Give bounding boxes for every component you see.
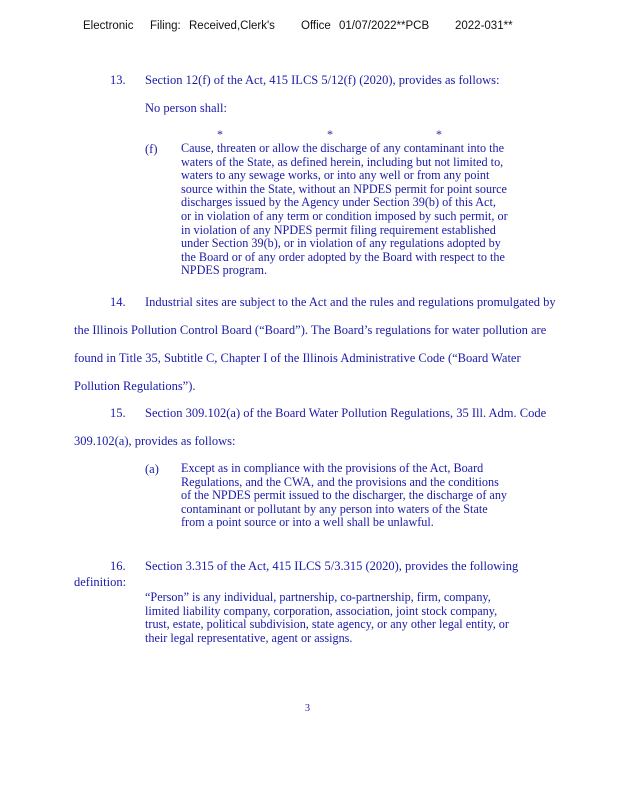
subsection-a-line: Regulations, and the CWA, and the provisions and the conditions — [181, 474, 499, 489]
subsection-a-line: of the NPDES permit issued to the discharger, the discharge of any — [181, 488, 508, 503]
para-13-number: 13. — [110, 73, 126, 87]
subsection-f-text — [181, 142, 508, 278]
subsection-f-line: source within the State, without an NPDES permit for point source — [181, 181, 507, 196]
header-case-number: 2022-031** — [455, 20, 513, 32]
header-date: 01/07/2022**PCB — [339, 20, 430, 32]
ellipsis-star: * — [436, 127, 442, 141]
para-15-number: 15. — [110, 406, 126, 420]
para-15-line: 309.102(a), provides as follows: — [74, 434, 236, 448]
para-13-intro: No person shall: — [145, 101, 227, 115]
subsection-f-line: Cause, threaten or allow the discharge of any contaminant into the — [181, 141, 504, 155]
para-14-line: Industrial sites are subject to the Act and the rules and regulations promulgated by — [145, 295, 556, 309]
subsection-f-line: waters of the State, as defined herein, including but not limited to, — [181, 154, 504, 169]
para-13-text: Section 12(f) of the Act, 415 ILCS 5/12(f) (2020), provides as follows: — [145, 73, 500, 87]
subsection-a-line: from a point source or into a well shall be unlawful. — [181, 515, 434, 530]
subsection-a-text — [181, 462, 507, 530]
para-14-line: found in Title 35, Subtitle C, Chapter I of the Illinois Administrative Code (“Board Water — [74, 351, 521, 365]
quote-line: their legal representative, agent or assigns. — [145, 630, 353, 645]
subsection-f-line: waters to any sewage works, or into any well or from any point — [181, 168, 490, 183]
quote-line: trust, estate, political subdivision, state agency, or any other legal entity, or — [145, 617, 509, 632]
header-electronic: Electronic — [83, 20, 134, 32]
ellipsis-star: * — [217, 127, 223, 141]
subsection-a-line: Except as in compliance with the provisions of the Act, Board — [181, 461, 484, 475]
header-filing: Filing: — [150, 20, 181, 32]
subsection-f-line: in violation of any NPDES permit filing requirement established — [181, 222, 496, 237]
page-number: 3 — [305, 703, 310, 714]
header-received: Received,Clerk's — [189, 20, 275, 32]
para-15-line: Section 309.102(a) of the Board Water Pollution Regulations, 35 Ill. Adm. Code — [145, 406, 547, 420]
subsection-a-line: contaminant or pollutant by any person into waters of the State — [181, 501, 488, 516]
subsection-f-line: the Board or of any order adopted by the Board with respect to the — [181, 249, 505, 264]
subsection-f-line: NPDES program. — [181, 263, 267, 278]
subsection-f-line: discharges issued by the Agency under Section 39(b) of this Act, — [181, 195, 496, 210]
para-16-text: Section 3.315 of the Act, 415 ILCS 5/3.315 (2020), provides the following — [145, 559, 519, 573]
ellipsis-star: * — [327, 127, 333, 141]
subsection-f-label: (f) — [145, 142, 158, 156]
para-16-definition-label: definition: — [74, 575, 127, 589]
person-definition-quote — [145, 591, 509, 645]
subsection-f-line: under Section 39(b), or in violation of any regulations adopted by — [181, 236, 501, 251]
para-14-line: the Illinois Pollution Control Board (“Board”). The Board’s regulations for water pollution are — [74, 323, 547, 337]
para-16-number: 16. — [110, 559, 126, 573]
subsection-f-line: or in violation of any term or condition imposed by such permit, or — [181, 208, 508, 223]
quote-line: limited liability company, corporation, association, joint stock company, — [145, 603, 498, 618]
quote-line: “Person” is any individual, partnership, co-partnership, firm, company, — [145, 590, 491, 604]
para-14-line: Pollution Regulations”). — [74, 379, 196, 393]
para-14-number: 14. — [110, 295, 126, 309]
subsection-a-label: (a) — [145, 462, 159, 476]
header-office: Office — [301, 20, 331, 32]
